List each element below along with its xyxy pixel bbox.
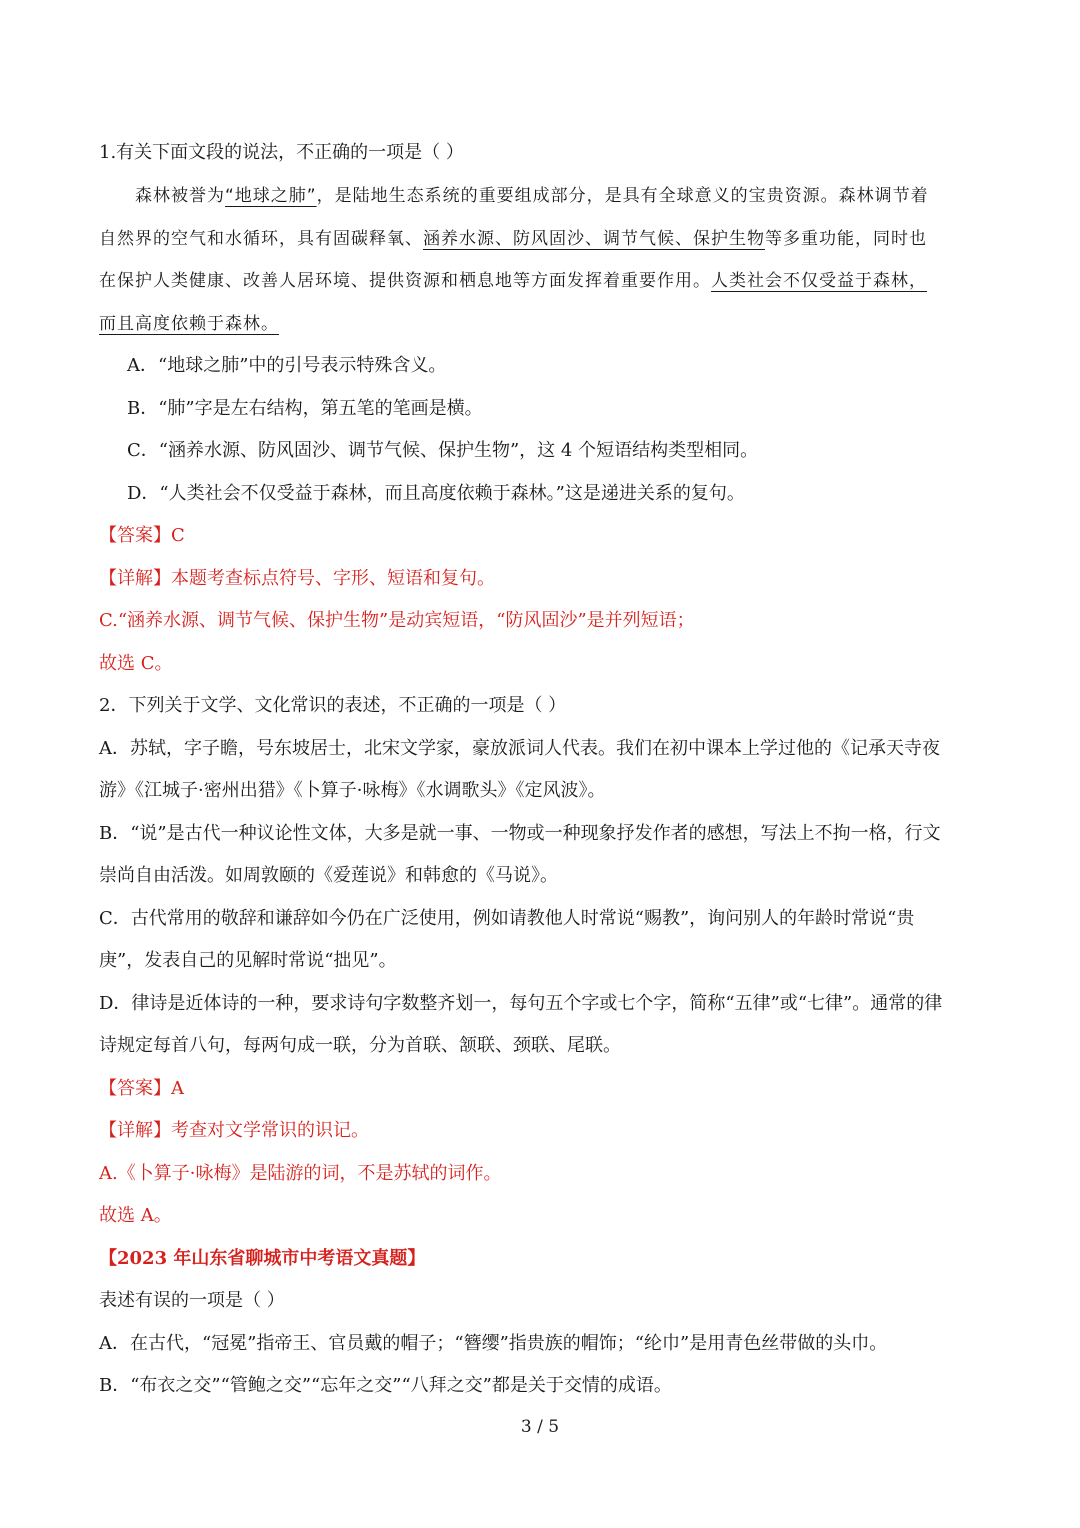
q2-explanation: 【详解】考查对文学常识的识记。 bbox=[99, 1120, 369, 1141]
q1-passage-underlined: “地球之肺” bbox=[225, 186, 317, 206]
q2-option-line: 游》《江城子·密州出猎》《卜算子·咏梅》《水调歌头》《定风波》。 bbox=[99, 780, 606, 801]
q1-passage-line-2 bbox=[99, 226, 982, 252]
q1-passage-text: 等多重功能，同时也 bbox=[765, 229, 927, 249]
q1-passage-underlined: 涵养水源、防风固沙、调节气候、保护生物 bbox=[423, 229, 765, 249]
q1-passage-line-4 bbox=[99, 311, 982, 337]
q2-option-line: C．古代常用的敬辞和谦辞如今仍在广泛使用，例如请教他人时常说“赐教”，询问别人的年龄时常说“贵 bbox=[99, 908, 915, 929]
q2-option-line: 崇尚自由活泼。如周敦颐的《爱莲说》和韩愈的《马说》。 bbox=[99, 865, 558, 886]
q3-heading: 【2023 年山东省聊城市中考语文真题】 bbox=[99, 1248, 426, 1269]
q2-stem: 2．下列关于文学、文化常识的表述，不正确的一项是（ ） bbox=[99, 695, 567, 716]
q2-option-line: D．律诗是近体诗的一种，要求诗句字数整齐划一，每句五个字或七个字，简称“五律”或“七律”。通常的律 bbox=[99, 993, 943, 1014]
q1-option-b: B．“肺”字是左右结构，第五笔的笔画是横。 bbox=[127, 398, 483, 419]
q1-explanation: 【详解】本题考查标点符号、字形、短语和复句。 bbox=[99, 568, 495, 589]
q2-detail: A.《卜算子·咏梅》是陆游的词，不是苏轼的词作。 bbox=[99, 1163, 502, 1184]
q1-passage-underlined: 而且高度依赖于森林。 bbox=[99, 314, 279, 334]
q2-answer: 【答案】A bbox=[99, 1078, 184, 1099]
q1-passage-underlined: 人类社会不仅受益于森林， bbox=[711, 271, 927, 291]
q1-passage-text: 自然界的空气和水循环，具有固碳释氧、 bbox=[99, 229, 423, 249]
q1-passage-line-1 bbox=[99, 183, 982, 209]
page-number: 3 / 5 bbox=[520, 1417, 560, 1437]
q1-passage-text: ，是陆地生态系统的重要组成部分，是具有全球意义的宝贵资源。森林调节着 bbox=[316, 186, 929, 206]
q2-option-line: A．苏轼，字子瞻，号东坡居士，北宋文学家，豪放派词人代表。我们在初中课本上学过他的《记承天寺夜 bbox=[99, 738, 940, 759]
q1-passage-text: 森林被誉为 bbox=[99, 186, 225, 206]
q2-option-line: 庚”，发表自己的见解时常说“拙见”。 bbox=[99, 950, 397, 971]
q1-conclusion: 故选 C。 bbox=[99, 653, 173, 674]
q1-option-d: D．“人类社会不仅受益于森林，而且高度依赖于森林。”这是递进关系的复句。 bbox=[127, 483, 745, 504]
q3-stem: 表述有误的一项是（ ） bbox=[99, 1290, 285, 1311]
q2-conclusion: 故选 A。 bbox=[99, 1205, 172, 1226]
q1-option-c: C．“涵养水源、防风固沙、调节气候、保护生物”，这 4 个短语结构类型相同。 bbox=[127, 440, 759, 461]
q1-option-a: A．“地球之肺”中的引号表示特殊含义。 bbox=[127, 355, 447, 376]
q1-passage-line-3 bbox=[99, 268, 982, 294]
q2-option-line: 诗规定每首八句，每两句成一联，分为首联、颔联、颈联、尾联。 bbox=[99, 1035, 621, 1056]
q3-option-a: A．在古代，“冠冕”指帝王、官员戴的帽子；“簪缨”指贵族的帽饰；“纶巾”是用青色丝带做的头巾。 bbox=[99, 1333, 888, 1354]
q2-option-line: B．“说”是古代一种议论性文体，大多是就一事、一物或一种现象抒发作者的感想，写法上不拘一格，行文 bbox=[99, 823, 941, 844]
q3-option-b: B．“布衣之交”“管鲍之交”“忘年之交”“八拜之交”都是关于交情的成语。 bbox=[99, 1375, 672, 1396]
q1-answer: 【答案】C bbox=[99, 525, 185, 546]
q1-detail: C.“涵养水源、调节气候、保护生物”是动宾短语，“防风固沙”是并列短语； bbox=[99, 610, 695, 631]
q1-passage-text: 在保护人类健康、改善人居环境、提供资源和栖息地等方面发挥着重要作用。 bbox=[99, 271, 711, 291]
q1-stem: 1.有关下面文段的说法，不正确的一项是（ ） bbox=[99, 142, 464, 163]
